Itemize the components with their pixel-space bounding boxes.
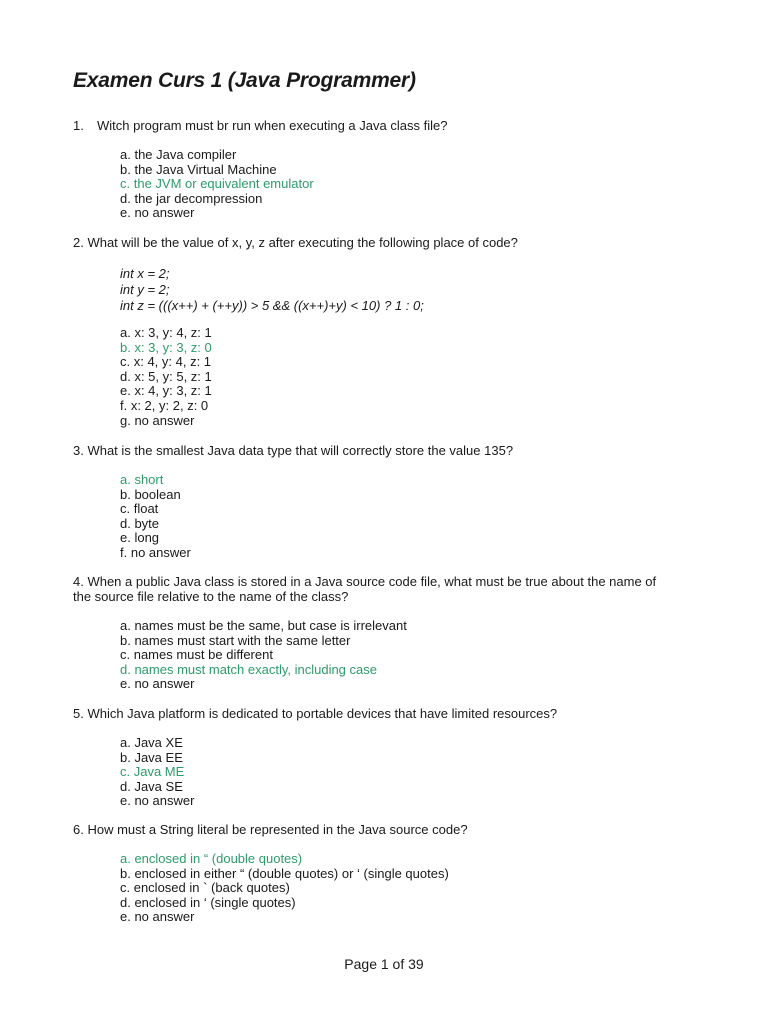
document-title: Examen Curs 1 (Java Programmer) — [73, 69, 416, 92]
correct-answer-option: b. x: 3, y: 3, z: 0 — [120, 339, 212, 355]
correct-answer-option: a. short — [120, 472, 164, 487]
answer-option: e. no answer — [120, 205, 195, 221]
question-number: 1. — [73, 118, 84, 133]
question-2: 2. What will be the value of x, y, z after executing the following place of code? — [73, 235, 518, 250]
answer-option: e. no answer — [120, 909, 195, 925]
answer-option: b. enclosed in either “ (double quotes) or ‘ (single quotes) — [120, 865, 449, 881]
correct-answer-option: d. names must match exactly, including case — [120, 661, 377, 677]
question-4: 4. When a public Java class is stored in a Java source code file, what must be true about the name of the source file relative to the name of the class? — [73, 574, 657, 604]
code-line: int y = 2; — [120, 282, 170, 297]
answer-option: a. the Java compiler — [120, 147, 237, 162]
answer-option: e. no answer — [120, 676, 195, 692]
answer-option: b. the Java Virtual Machine — [120, 161, 277, 177]
answer-option: d. Java SE — [120, 778, 183, 794]
answer-option: d. x: 5, y: 5, z: 1 — [120, 368, 212, 384]
question-1-options — [120, 148, 314, 221]
code-line: int x = 2; — [120, 266, 170, 281]
question-6: 6. How must a String literal be represented in the Java source code? — [73, 822, 468, 837]
answer-option: b. names must start with the same letter — [120, 632, 351, 648]
answer-option: d. enclosed in ‘ (single quotes) — [120, 894, 296, 910]
answer-option: b. Java EE — [120, 749, 183, 765]
answer-option: a. names must be the same, but case is irrelevant — [120, 618, 407, 633]
answer-option: c. float — [120, 501, 159, 517]
question-5-options — [120, 736, 194, 809]
answer-option: a. x: 3, y: 4, z: 1 — [120, 325, 212, 340]
answer-option: c. enclosed in ` (back quotes) — [120, 880, 290, 896]
answer-option: c. x: 4, y: 4, z: 1 — [120, 354, 212, 370]
answer-option: f. no answer — [120, 544, 191, 560]
correct-answer-option: c. Java ME — [120, 764, 185, 780]
answer-option: g. no answer — [120, 412, 195, 428]
page-number: Page 1 of 39 — [344, 956, 424, 972]
question-1 — [73, 119, 693, 134]
code-snippet — [120, 266, 424, 314]
answer-option: e. no answer — [120, 793, 195, 809]
code-line: int z = (((x++) + (++y)) > 5 && ((x++)+y) < 10) ? 1 : 0; — [120, 298, 424, 313]
answer-option: e. long — [120, 530, 160, 546]
answer-option: c. names must be different — [120, 647, 273, 663]
question-5: 5. Which Java platform is dedicated to portable devices that have limited resources? — [73, 706, 558, 721]
answer-option: b. boolean — [120, 486, 181, 502]
answer-option: f. x: 2, y: 2, z: 0 — [120, 397, 209, 413]
question-2-options — [120, 326, 212, 428]
answer-option: e. x: 4, y: 3, z: 1 — [120, 383, 212, 399]
question-3: 3. What is the smallest Java data type that will correctly store the value 135? — [73, 443, 514, 458]
correct-answer-option: a. enclosed in “ (double quotes) — [120, 851, 303, 866]
question-text: Witch program must br run when executing a Java class file? — [97, 118, 448, 133]
answer-option: a. Java XE — [120, 735, 183, 750]
question-3-options — [120, 473, 191, 561]
correct-answer-option: c. the JVM or equivalent emulator — [120, 176, 314, 192]
answer-option: d. the jar decompression — [120, 190, 263, 206]
question-4-options — [120, 619, 407, 692]
question-6-options — [120, 852, 449, 925]
answer-option: d. byte — [120, 515, 160, 531]
